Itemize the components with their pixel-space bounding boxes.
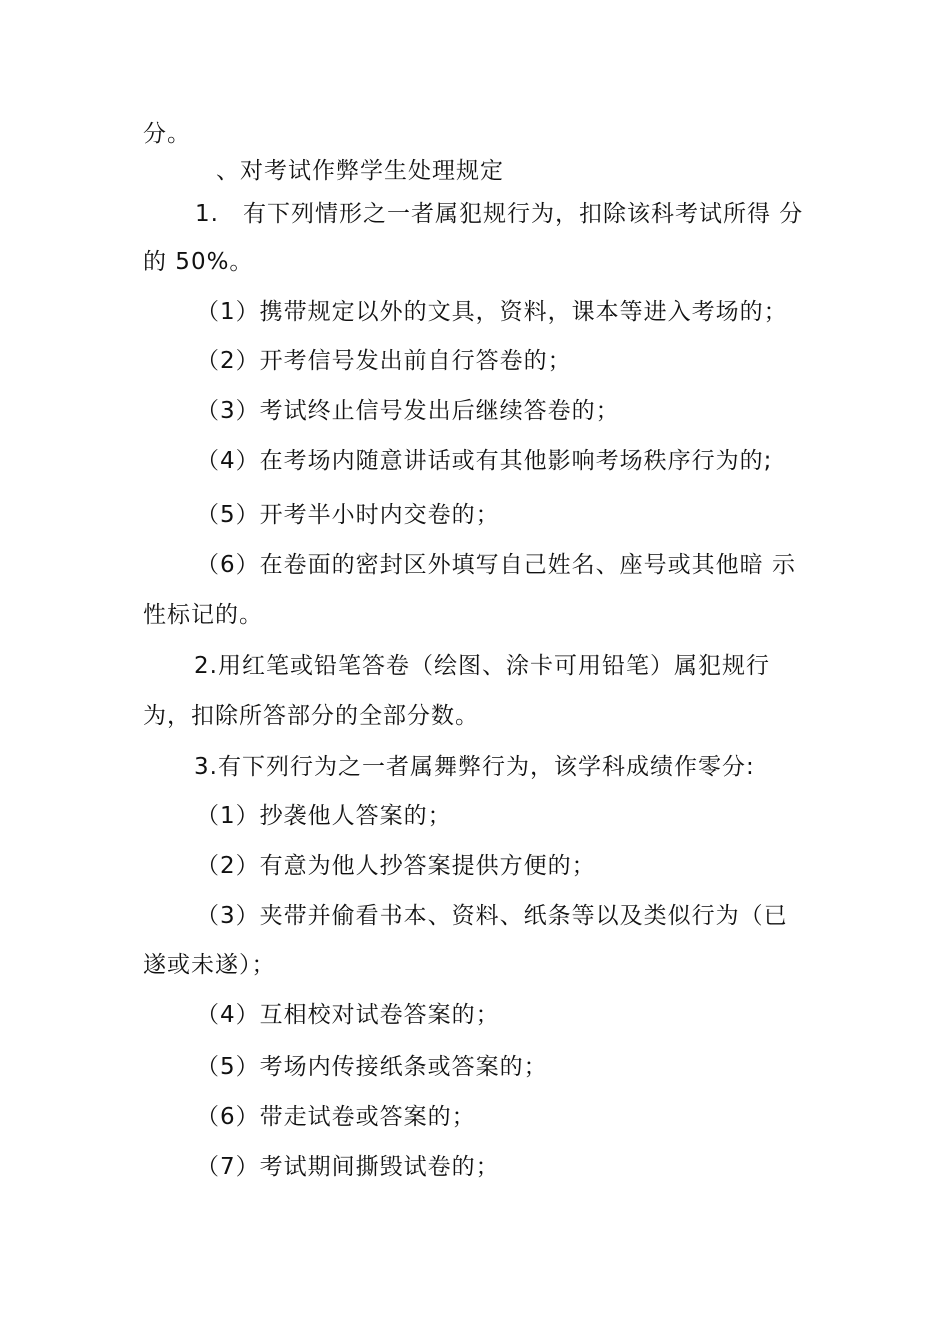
- list-item: （6）带走试卷或答案的；: [196, 1104, 476, 1130]
- list-item: （2）有意为他人抄答案提供方便的；: [196, 853, 596, 879]
- list-item: （7）考试期间撕毁试卷的；: [196, 1154, 500, 1180]
- text-line: 的 50%。: [143, 249, 254, 275]
- list-item: （4）在考场内随意讲话或有其他影响考场秩序行为的;: [196, 448, 773, 474]
- list-item: （1）抄袭他人答案的；: [196, 803, 452, 829]
- list-item: （3）考试终止信号发出后继续答卷的；: [196, 398, 620, 424]
- list-item: （3）夹带并偷看书本、资料、纸条等以及类似行为（已: [196, 903, 788, 929]
- list-item: （5）开考半小时内交卷的；: [196, 502, 500, 528]
- text-line: 分。: [143, 121, 191, 147]
- list-item: （4）互相校对试卷答案的；: [196, 1002, 500, 1028]
- list-item: （5）考场内传接纸条或答案的；: [196, 1054, 548, 1080]
- text-line: 2.用红笔或铅笔答卷（绘图、涂卡可用铅笔）属犯规行: [194, 653, 770, 679]
- list-item: （6）在卷面的密封区外填写自己姓名、座号或其他暗 示: [196, 552, 796, 578]
- text-line: 1. 有下列情形之一者属犯规行为，扣除该科考试所得 分: [195, 201, 804, 227]
- text-line: 性标记的。: [143, 602, 263, 628]
- list-item: （1）携带规定以外的文具，资料，课本等进入考场的；: [196, 299, 788, 325]
- text-line: 遂或未遂）；: [143, 952, 276, 978]
- list-item: （2）开考信号发出前自行答卷的；: [196, 348, 572, 374]
- text-line: 3.有下列行为之一者属舞弊行为，该学科成绩作零分:: [194, 754, 755, 780]
- section-heading: 、对考试作弊学生处理规定: [216, 158, 504, 184]
- text-line: 为，扣除所答部分的全部分数。: [143, 703, 479, 729]
